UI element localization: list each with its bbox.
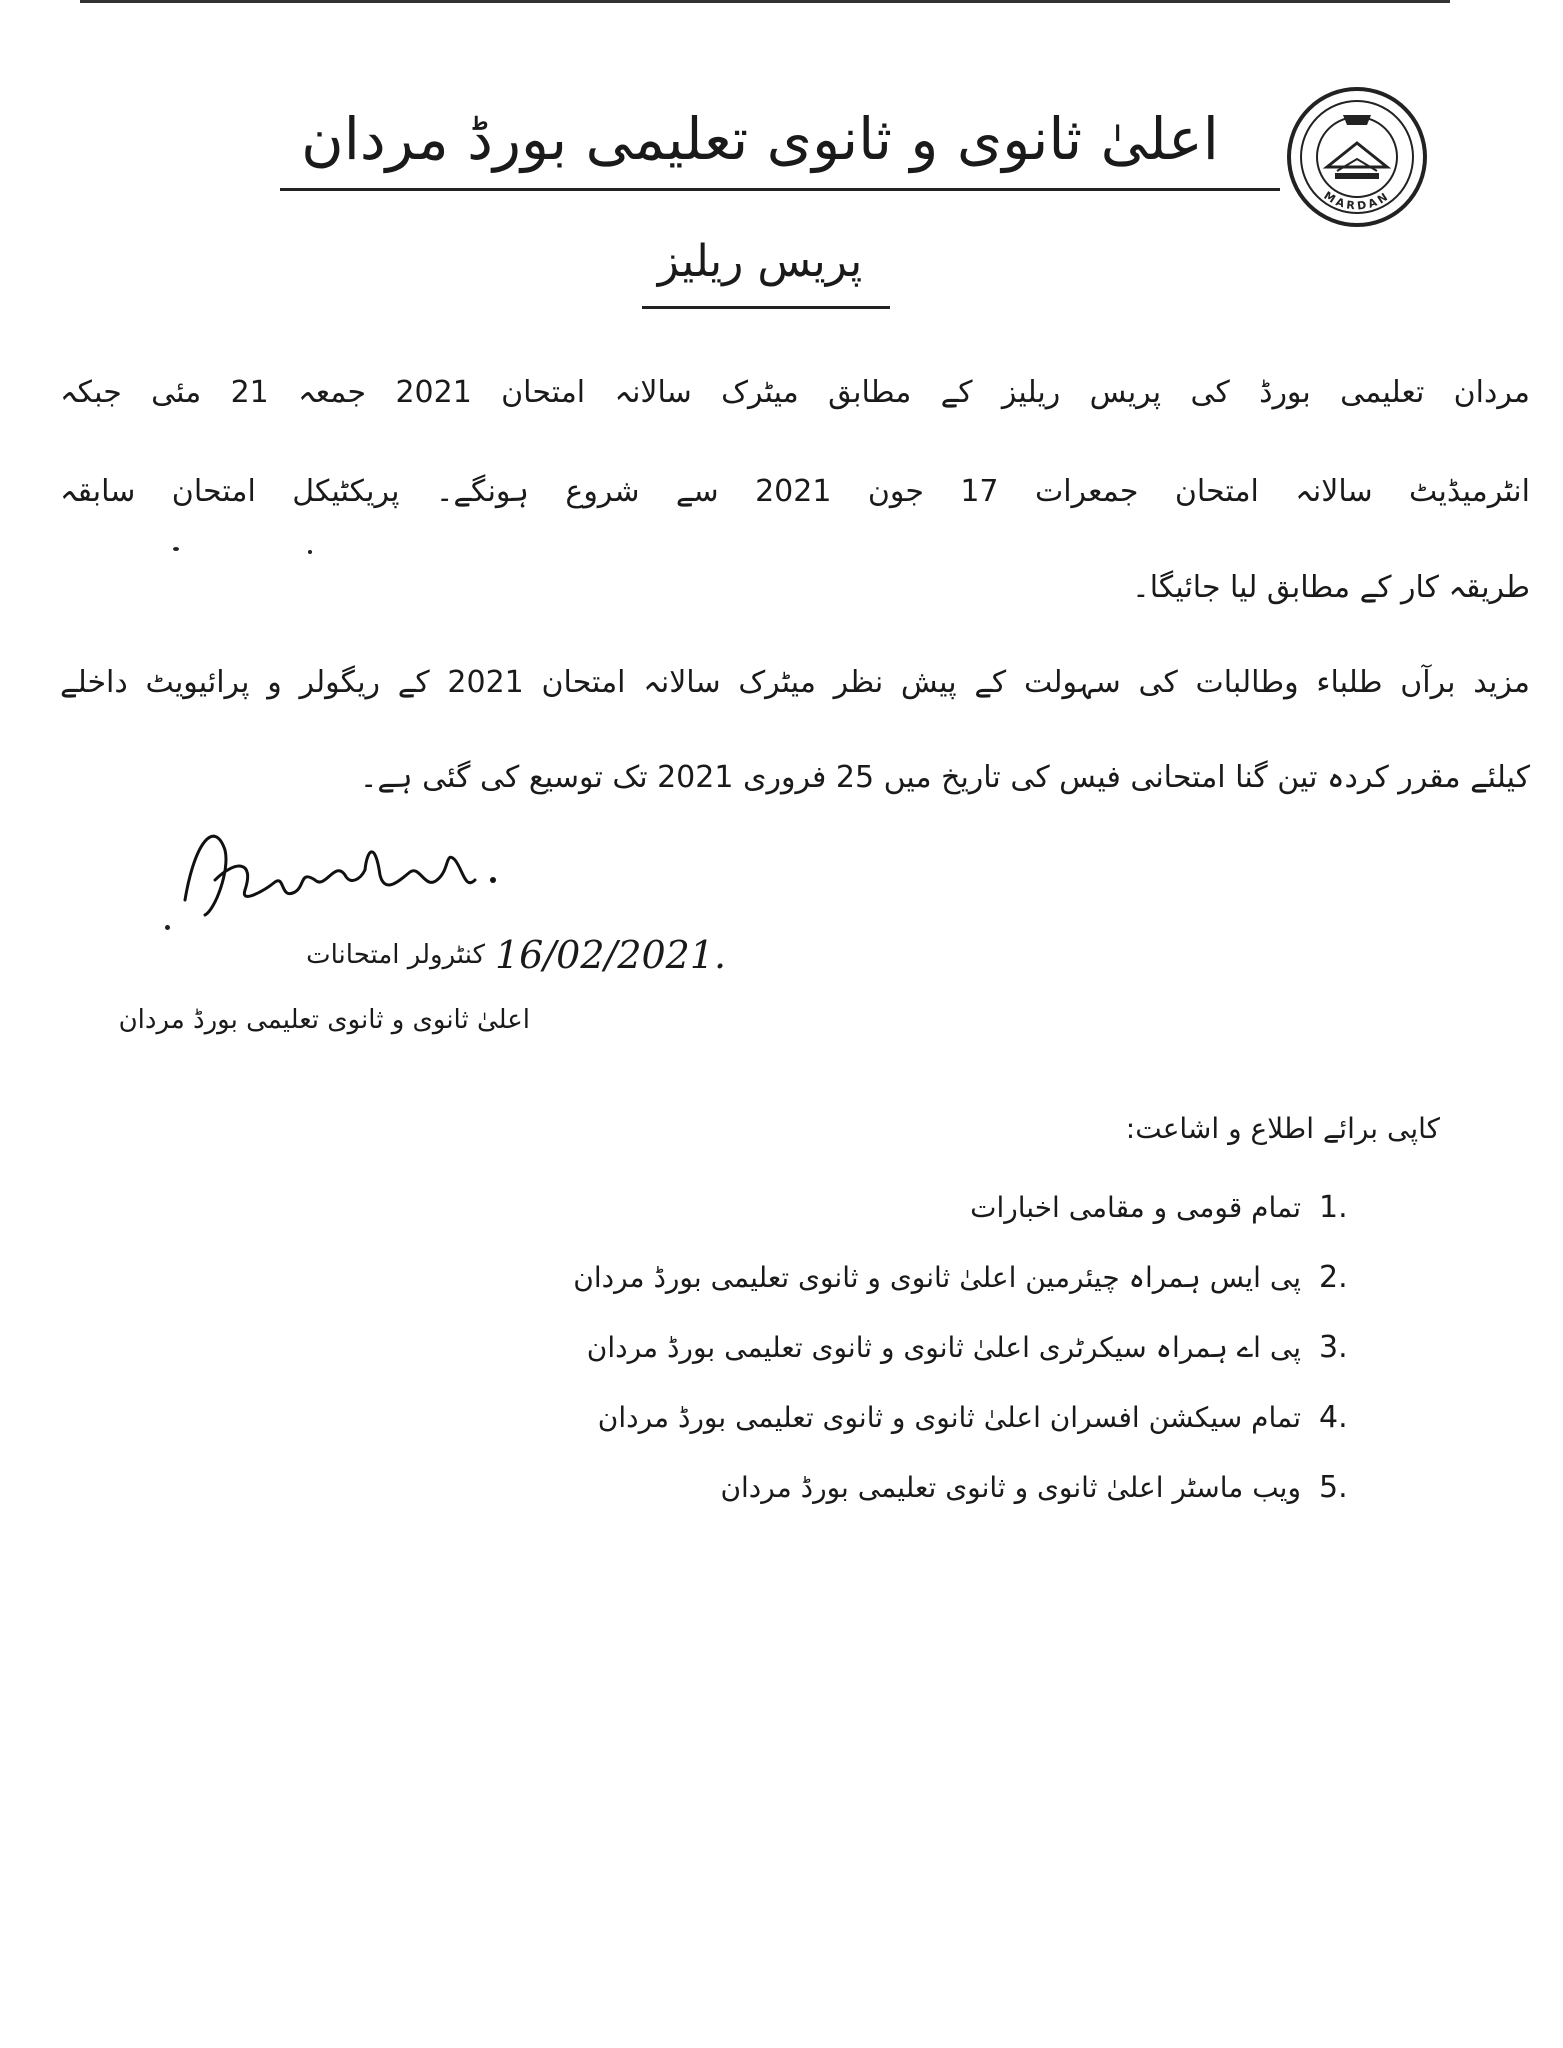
list-item-text: تمام قومی و مقامی اخبارات bbox=[970, 1191, 1301, 1224]
list-item-text: تمام سیکشن افسران اعلیٰ ثانوی و ثانوی تعلیمی بورڈ مردان bbox=[597, 1401, 1301, 1434]
list-item-number: 3. bbox=[1319, 1330, 1348, 1365]
subtitle-underline bbox=[642, 306, 890, 309]
svg-text:MARDAN bbox=[1321, 189, 1392, 213]
signature-date: 16/02/2021. bbox=[495, 933, 727, 977]
list-item-text: پی ایس ہمراہ چیئرمین اعلیٰ ثانوی و ثانوی تعلیمی بورڈ مردان bbox=[573, 1261, 1301, 1294]
title-underline bbox=[280, 188, 1280, 191]
list-item bbox=[463, 1330, 1363, 1400]
list-item bbox=[463, 1260, 1363, 1330]
board-seal-logo bbox=[1285, 85, 1430, 230]
scan-speck bbox=[173, 547, 179, 551]
signature-role: کنٹرولر امتحانات bbox=[306, 940, 485, 970]
list-item-text: پی اے ہمراہ سیکرٹری اعلیٰ ثانوی و ثانوی تعلیمی بورڈ مردان bbox=[586, 1331, 1301, 1364]
scan-speck bbox=[165, 925, 170, 930]
signature-organization: اعلیٰ ثانوی و ثانوی تعلیمی بورڈ مردان bbox=[118, 1005, 530, 1035]
board-title: اعلیٰ ثانوی و ثانوی تعلیمی بورڈ مردان bbox=[301, 105, 1219, 173]
copy-heading: کاپی برائے اطلاع و اشاعت: bbox=[1125, 1112, 1440, 1145]
paragraph2-line1: مزید برآں طلباء وطالبات کی سہولت کے پیش نظر میٹرک سالانہ امتحان 2021 کے ریگولر و پرائیویٹ داخلے bbox=[60, 665, 1530, 700]
press-release-heading: پریس ریلیز bbox=[657, 236, 863, 287]
list-item-number: 2. bbox=[1319, 1260, 1348, 1295]
paragraph1-line3: طریقہ کار کے مطابق لیا جائیگا۔ bbox=[1132, 570, 1530, 605]
list-item bbox=[463, 1190, 1363, 1260]
scan-top-border bbox=[80, 0, 1450, 3]
copy-list bbox=[463, 1190, 1363, 1540]
list-item bbox=[463, 1400, 1363, 1470]
list-item-number: 1. bbox=[1319, 1190, 1348, 1225]
seal-text: MARDAN bbox=[1321, 188, 1393, 213]
list-item bbox=[463, 1470, 1363, 1540]
handwritten-signature bbox=[175, 820, 515, 940]
list-item-number: 4. bbox=[1319, 1400, 1348, 1435]
paragraph1-line2: انٹرمیڈیٹ سالانہ امتحان جمعرات 17 جون 2021 سے شروع ہونگے۔ پریکٹیکل امتحان سابقہ bbox=[60, 474, 1530, 509]
list-item-number: 5. bbox=[1319, 1470, 1348, 1505]
scan-speck bbox=[308, 550, 312, 554]
paragraph2-line2: کیلئے مقرر کردہ تین گنا امتحانی فیس کی تاریخ میں 25 فروری 2021 تک توسیع کی گئی ہے۔ bbox=[359, 760, 1530, 795]
list-item-text: ویب ماسٹر اعلیٰ ثانوی و ثانوی تعلیمی بورڈ مردان bbox=[720, 1471, 1301, 1504]
paragraph1-line1: مردان تعلیمی بورڈ کی پریس ریلیز کے مطابق میٹرک سالانہ امتحان 2021 جمعہ 21 مئی جبکہ bbox=[60, 375, 1530, 410]
